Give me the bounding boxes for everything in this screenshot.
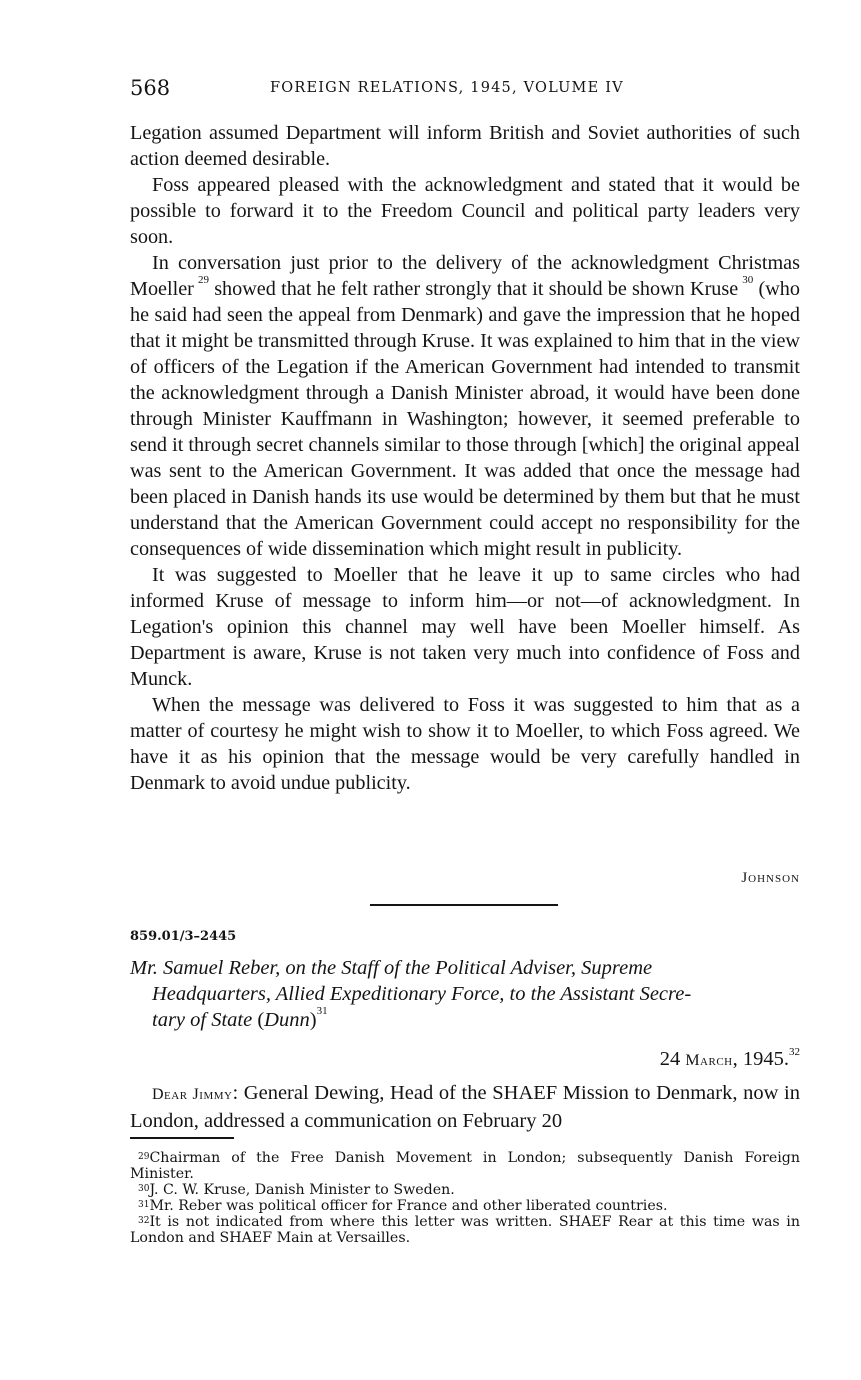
title-line-1: Mr. Samuel Reber, on the Staff of the Political Adviser, Supreme [130,957,653,979]
signature: Johnson [741,870,800,886]
telegram-body [130,120,800,796]
running-head: FOREIGN RELATIONS, 1945, VOLUME IV [270,80,624,96]
footnote-ref-29: 29 [197,274,209,286]
letter-date: 24 March, 1945.32 [659,1046,800,1070]
footnote-30: $^{30}$J. C. W. Kruse, Danish Minister to Sweden. [138,1182,455,1198]
paragraph-3-text-b: showed that he felt rather strongly that it should be shown Kruse [208,278,739,300]
section-divider [370,904,558,906]
page-header [130,76,800,102]
date-month: March [685,1052,733,1069]
footnotes [130,1150,800,1246]
document-title [130,955,800,1033]
paragraph-2: Foss appeared pleased with the acknowledgment and stated that it would be possible to forward it to the Freedom Council and political party leaders very soon. [130,174,800,248]
paragraph-5: When the message was delivered to Foss it was suggested to him that as a matter of courtesy he might wish to show it to Moeller, to which Foss agreed. We have it as his opinion that the message would be very carefully handled in Denmark to avoid undue publicity. [130,694,800,794]
paragraph-1: Legation assumed Department will inform British and Soviet authorities of such action deemed desirable. [130,122,800,170]
footnote-29: $^{29}$Chairman of the Free Danish Movement in London; subsequently Danish Foreign Minister. [130,1150,800,1182]
title-name: Dunn [264,1009,310,1031]
title-line-3-text: tary of State [152,1009,258,1031]
footnote-32: $^{32}$It is not indicated from where this letter was written. SHAEF Rear at this time was in London and SHAEF Main at Versailles. [130,1214,800,1246]
footnote-ref-30: 30 [742,274,754,286]
opening-text: General Dewing, Head of the SHAEF Mission to Denmark, now in London, addressed a communication on February 20 [130,1082,800,1132]
paragraph-3-text-c: (who he said had seen the appeal from Denmark) and gave the impression that he hoped that it might be transmitted through Kruse. It was explained to him that in the view of officers of the Legation if the American Government had intended to transmit the acknowledgment through a Danish Minister abroad, it would have been done through Minister Kauffmann in Washington; however, it seemed preferable to send it through secret channels similar to those through [which] the original appeal was sent to the American Government. It was added that once the message had been placed in Danish hands its use would be determined by them but that he must understand that the American Government could accept no responsibility for the consequences of wide dissemination which might result in publicity. [130,278,800,560]
paragraph-3-text-a: In conversation just prior to the delivery of the acknowledgment Christmas Moeller [130,252,800,300]
page-number: 568 [130,76,171,100]
letter-opening: Dear Jimmy: General Dewing, Head of the SHAEF Mission to Denmark, now in London, addressed a communication on February 20 [130,1082,800,1132]
title-line-3: tary of State (Dunn)$^{31}$ [152,1005,328,1031]
footnote-ref-31: 31 [316,1005,328,1017]
footnote-ref-32: 32 [789,1046,800,1058]
paragraph-4: It was suggested to Moeller that he leave it up to same circles who had informed Kruse of message to inform him—or not—of acknowledgment. In Legation's opinion this channel may well have been Moeller himself. As Department is aware, Kruse is not taken very much into confidence of Foss and Munck. [130,564,800,690]
salutation: Dear Jimmy [152,1086,233,1103]
paragraph-3 [130,250,800,562]
footnote-divider [130,1137,234,1139]
file-number: 859.01/3–2445 [130,929,237,944]
title-line-2: Headquarters, Allied Expeditionary Force, to the Assistant Secre- [152,983,692,1005]
footnote-31: $^{31}$Mr. Reber was political officer for France and other liberated countries. [138,1198,668,1214]
